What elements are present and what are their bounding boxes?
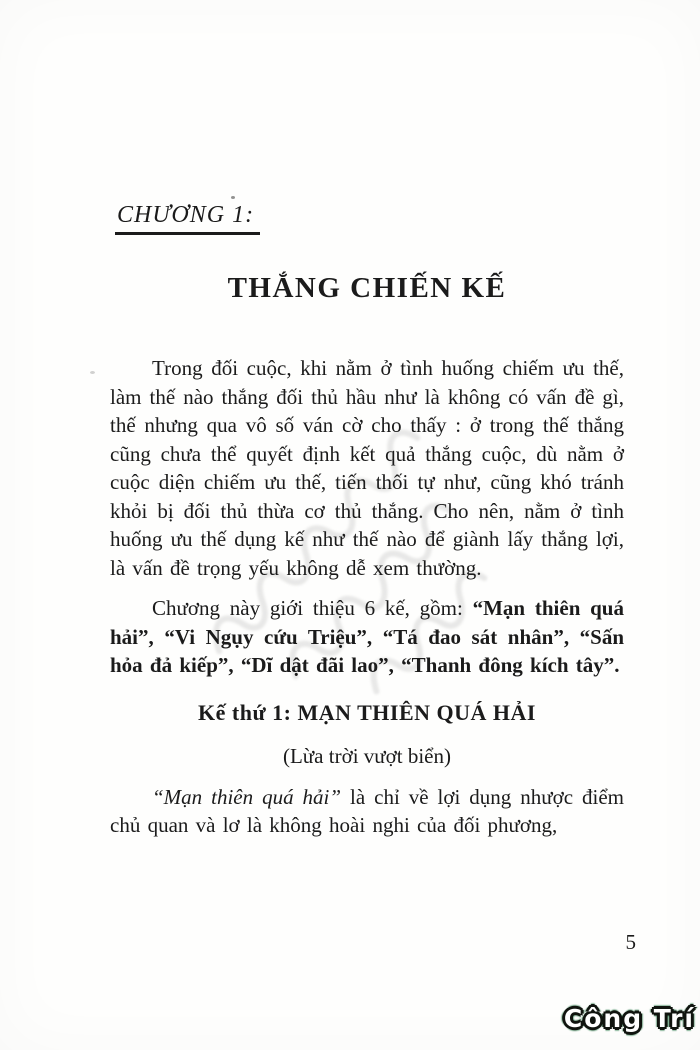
- page-number: 5: [625, 930, 636, 954]
- paragraph-3-lead-italic: “Mạn thiên quá hải”: [152, 784, 342, 809]
- section-subtitle: (Lừa trời vượt biển): [282, 743, 451, 768]
- scan-speck: [231, 196, 235, 199]
- publisher-logo: Công Trí: [563, 1004, 695, 1033]
- paragraph-3-rest: là chỉ về lợi dụng nhược điểm chủ quan và lơ là không hoài nghi của đối phương,: [110, 784, 624, 838]
- paragraph-2-stratagem-list: “Mạn thiên quá hải”, “Vi Ngụy cứu Triệu”, “Tá đao sát nhân”, “Sấn hỏa đả kiếp”, “Dĩ dật đãi lao”, “Thanh đông kích tây”.: [110, 596, 624, 677]
- scan-speck: [90, 371, 95, 374]
- body-paragraph-3: [110, 783, 624, 840]
- paragraph-2-intro: Chương này giới thiệu 6 kế, gồm:: [152, 596, 473, 620]
- chapter-label: CHƯƠNG 1:: [115, 202, 260, 235]
- body-paragraph-1: Trong đối cuộc, khi nằm ở tình huống chiếm ưu thế, làm thế nào thắng đối thủ hầu như là không có vấn đề gì, thế nhưng qua vô số ván cờ cho thấy : ở trong thế thắng cũng chưa thể quyết định kết quả thắng cuộc, dù nằm ở cuộc diện chiếm ưu thế, tiến thối tự như, cũng khó tránh khỏi bị đối thủ thừa cơ thủ thắng. Cho nên, nằm ở tình huống ưu thế dụng kế như thế nào để giành lấy thắng lợi, là vấn đề trọng yếu không dễ xem thường.: [110, 356, 624, 580]
- chapter-title: THẮNG CHIẾN KẾ: [227, 272, 507, 304]
- body-paragraph-2: [110, 594, 624, 680]
- page-content: [110, 202, 624, 840]
- section-heading: Kế thứ 1: MẠN THIÊN QUÁ HẢI: [198, 699, 536, 725]
